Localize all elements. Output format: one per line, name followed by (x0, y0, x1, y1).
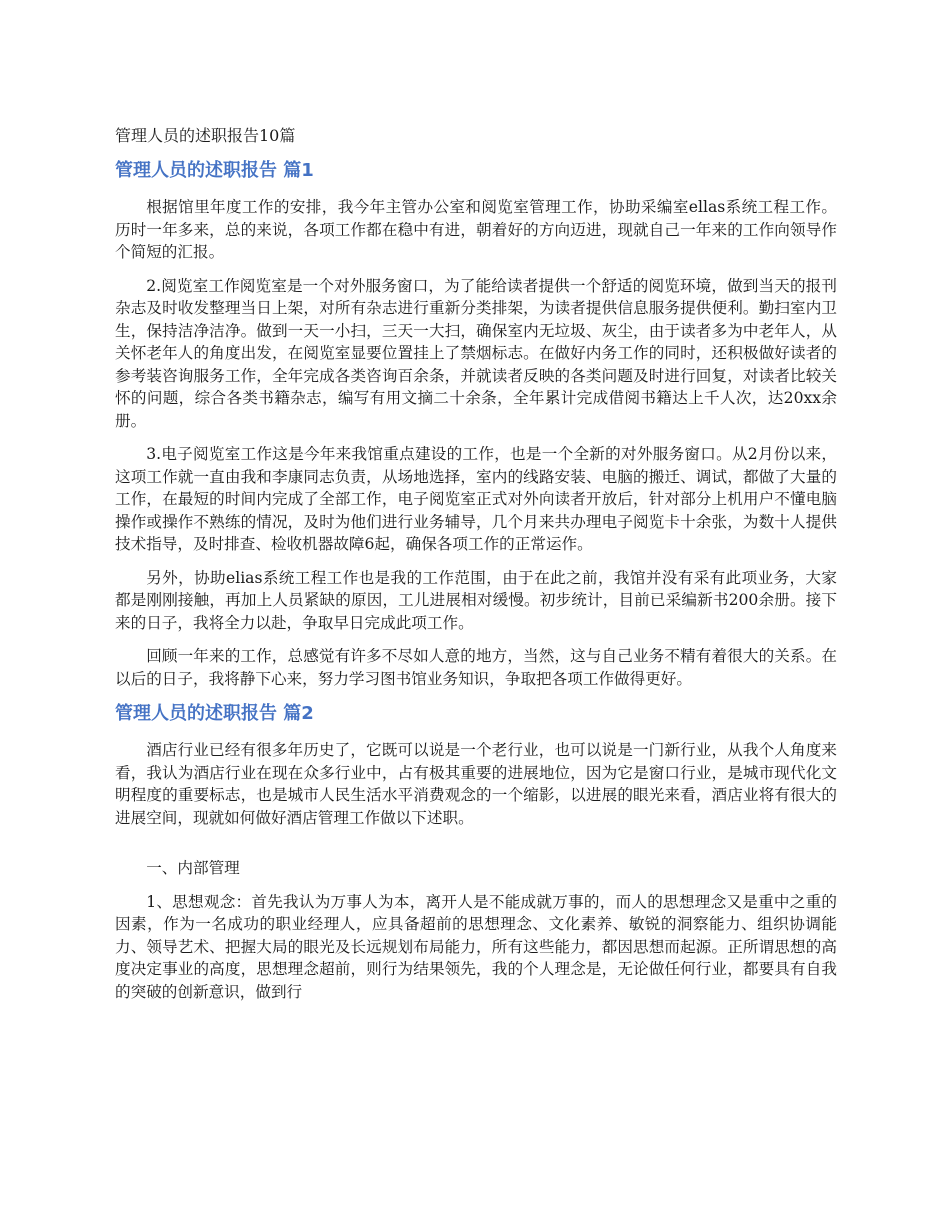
section-heading-1: 管理人员的述职报告 篇1 (115, 160, 314, 181)
section-heading-2: 管理人员的述职报告 篇2 (115, 703, 314, 724)
subheading-internal-management: 一、内部管理 (146, 859, 240, 877)
paragraph: 2.阅览室工作阅览室是一个对外服务窗口，为了能给读者提供一个舒适的阅览环境，做到当天的报刊杂志及时收发整理当日上架，对所有杂志进行重新分类排架，为读者提供信息服务提供便利。勤扫室内卫生，保持洁净洁净。做到一天一小扫，三天一大扫，确保室内无垃圾、灰尘，由于读者多为中老年人，从关怀老年人的角度出发，在阅览室显要位置挂上了禁烟标志。在做好内务工作的同时，还积极做好读者的参考装咨询服务工作，全年完成各类咨询百余条，并就读者反映的各类问题及时进行回复，对读者比较关怀的问题，综合各类书籍杂志，编写有用文摘二十余条，全年累计完成借阅书籍达上千人次，达20xx余册。 (115, 276, 837, 430)
paragraph: 1、思想观念：首先我认为万事人为本，离开人是不能成就万事的，而人的思想理念又是重中之重的因素，作为一名成功的职业经理人，应具备超前的思想理念、文化素养、敏锐的洞察能力、组织协调能力、领导艺术、把握大局的眼光及长远规划布局能力，所有这些能力，都因思想而起源。正所谓思想的高度决定事业的高度，思想理念超前，则行为结果领先，我的个人理念是，无论做任何行业，都要具有自我的突破的创新意识，做到行 (115, 892, 837, 1001)
paragraph: 回顾一年来的工作，总感觉有许多不尽如人意的地方，当然，这与自己业务不精有着很大的关系。在以后的日子，我将静下心来，努力学习图书馆业务知识，争取把各项工作做得更好。 (115, 647, 837, 688)
paragraph: 酒店行业已经有很多年历史了，它既可以说是一个老行业，也可以说是一门新行业，从我个人角度来看，我认为酒店行业在现在众多行业中，占有极其重要的进展地位，因为它是窗口行业，是城市现代化文明程度的重要标志，也是城市人民生活水平消费观念的一个缩影，以进展的眼光来看，酒店业将有很大的进展空间，现就如何做好酒店管理工作做以下述职。 (115, 741, 837, 827)
paragraph: 根据馆里年度工作的安排，我今年主管办公室和阅览室管理工作，协助采编室ellas系统工程工作。历时一年多来，总的来说，各项工作都在稳中有进，朝着好的方向迈进，现就自己一年来的工作向领导作个简短的汇报。 (115, 198, 837, 261)
document-body (115, 124, 837, 1014)
paragraph: 另外，协助elias系统工程工作也是我的工作范围，由于在此之前，我馆并没有采有此项业务，大家都是刚刚接触，再加上人员紧缺的原因，工儿进展相对缓慢。初步统计，目前已采编新书200余册。接下来的日子，我将全力以赴，争取早日完成此项工作。 (115, 568, 837, 632)
paragraph: 3.电子阅览室工作这是今年来我馆重点建设的工作，也是一个全新的对外服务窗口。从2月份以来，这项工作就一直由我和李康同志负责，从场地选择，室内的线路安装、电脑的搬迁、调试，都做了大量的工作，在最短的时间内完成了全部工作，电子阅览室正式对外向读者开放后，针对部分上机用户不懂电脑操作或操作不熟练的情况，及时为他们进行业务辅导，几个月来共办理电子阅览卡十余张，为数十人提供技术指导，及时排查、检收机器故障6起，确保各项工作的正常运作。 (115, 445, 837, 553)
document-title: 管理人员的述职报告10篇 (115, 126, 296, 145)
